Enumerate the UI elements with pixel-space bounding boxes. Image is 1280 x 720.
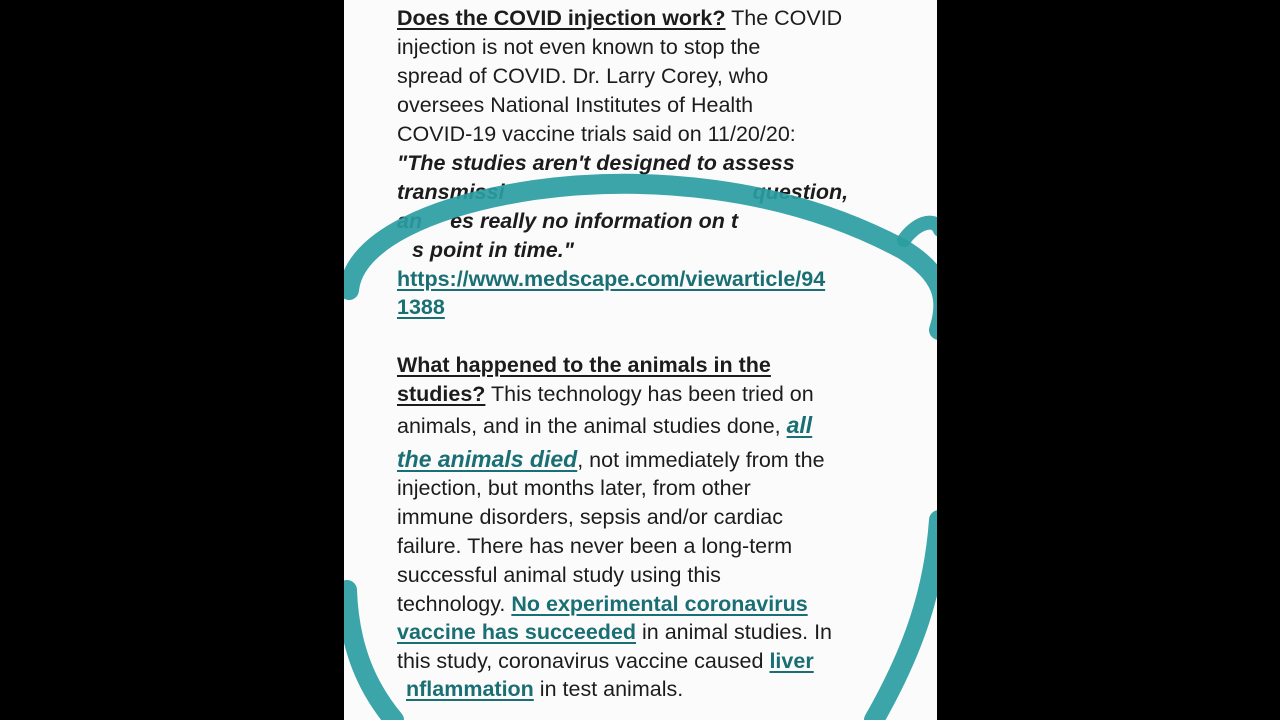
quote-line4: s point in time." (412, 238, 574, 262)
section2-line8: technology. No experimental coronavirus (397, 592, 808, 616)
section1-line1: Does the COVID injection work? The COVID (397, 6, 843, 30)
quote-line1: "The studies aren't designed to assess (397, 151, 795, 175)
section2-line10: this study, coronavirus vaccine caused liver (397, 649, 814, 673)
all-animals-died-link-continued[interactable]: the animals died (397, 446, 578, 472)
section1-line5: COVID-19 vaccine trials said on 11/20/20: (397, 122, 796, 146)
section1-heading: Does the COVID injection work? (397, 6, 726, 30)
liver-inflammation-link[interactable]: liver (769, 649, 814, 673)
document-page (344, 0, 937, 720)
liver-inflammation-link-continued[interactable]: nflammation (406, 677, 534, 701)
section1-line4: oversees National Institutes of Health (397, 93, 754, 117)
all-animals-died-link[interactable]: all (786, 412, 813, 438)
section2-heading: What happened to the animals in the (397, 353, 771, 377)
no-vaccine-succeeded-link-continued[interactable]: vaccine has succeeded (397, 620, 637, 644)
section2-line6: failure. There has never been a long-term (397, 534, 793, 558)
quote-line2: transmissi question, (397, 180, 849, 204)
section2-line5: immune disorders, sepsis and/or cardiac (397, 505, 783, 529)
quote-line3: an es really no information on t (397, 209, 738, 233)
section1-line2: injection is not even known to stop the (397, 35, 761, 59)
section1-line3: spread of COVID. Dr. Larry Corey, who (397, 64, 769, 88)
section2-line4: injection, but months later, from other (397, 476, 751, 500)
section2-line1: studies? This technology has been tried on (397, 382, 814, 406)
section2-line3: the animals died, not immediately from the (397, 446, 825, 472)
section2-heading-end: studies? (397, 382, 486, 406)
no-vaccine-succeeded-link[interactable]: No experimental coronavirus (511, 592, 808, 616)
section2-line11: nflammation in test animals. (406, 677, 684, 701)
section2-line2: animals, and in the animal studies done, all (397, 412, 813, 438)
medscape-link[interactable]: https://www.medscape.com/viewarticle/94 (397, 267, 826, 291)
section2-line9: vaccine has succeeded in animal studies. In (397, 620, 833, 644)
medscape-link-continued[interactable]: 1388 (397, 295, 445, 319)
section2-line7: successful animal study using this (397, 563, 721, 587)
